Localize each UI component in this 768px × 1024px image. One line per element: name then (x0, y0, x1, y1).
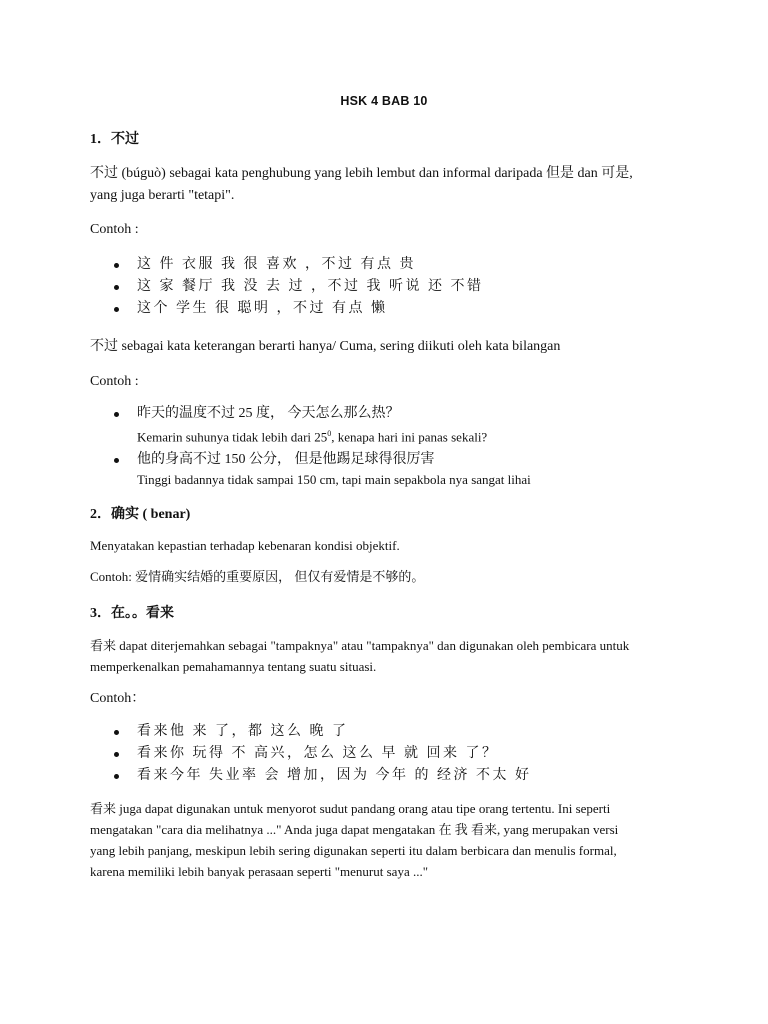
intro-line-2: yang juga berarti "tetapi". (90, 188, 235, 203)
list-item: 看来你 玩得 不 高兴，怎么 这么 早 就 回来 了？ (90, 743, 708, 765)
list-item: 这 件 衣服 我 很 喜欢 ，不过 有点 贵 (90, 254, 708, 276)
degree-superscript: 0 (327, 429, 332, 438)
section-3-paragraph: 看来 juga dapat digunakan untuk menyorot sudut pandang orang atau tipe orang tertentu. Ini seperti mengatakan "cara dia melihatnya ..." Anda juga dapat mengatakan 在 我 看来, yang merupakan versi yang lebih panjang, meskipun lebih sering digunakan seperti itu dalam berbicara dan menulis formal, karena memiliki lebih banyak perasaan seperti "menurut saya ..." (90, 801, 619, 879)
list-item (90, 450, 708, 490)
document-title: HSK 4 BAB 10 (340, 94, 428, 108)
list-item: 这个 学生 很 聪明 ，不过 有点 懒 (90, 298, 708, 320)
contoh-label-1: Contoh : (90, 222, 139, 237)
example-list-2 (90, 404, 708, 490)
section-2-heading: 2．确实 ( benar) (90, 507, 191, 522)
adverb-description: 不过 sebagai kata keterangan berarti hanya/ Cuma, sering diikuti oleh kata bilangan (90, 339, 561, 354)
section-3-description: 看来 dapat diterjemahkan sebagai "tampaknya" atau "tampaknya" dan digunakan oleh pembicara untuk memperkenalkan pemahamannya tentang suatu situasi. (90, 638, 630, 674)
contoh-label-3: Contoh： (90, 691, 146, 706)
section-3-heading: 3．在。。看来 (90, 606, 174, 621)
section-1-intro (90, 163, 688, 207)
example-list-1 (90, 254, 708, 320)
list-item (90, 404, 708, 447)
contoh-label-2: Contoh : (90, 374, 139, 389)
intro-line-1: 不过 (búguò) sebagai kata penghubung yang lebih lembut dan informal daripada 但是 dan 可是, (90, 166, 633, 181)
example-chinese: 他的身高不过 150 公分， 但是他踢足球得很厉害 (137, 452, 435, 468)
section-1-heading: 1．不过 (90, 132, 139, 147)
section-2-example: Contoh: 爱情确实结婚的重要原因， 但仅有爱情是不够的。 (90, 569, 425, 584)
section-2-description: Menyatakan kepastian terhadap kebenaran kondisi objektif. (90, 538, 400, 553)
list-item: 看来今年 失业率 会 增加，因为 今年 的 经济 不太 好 (90, 765, 708, 787)
list-item: 这 家 餐厅 我 没 去 过 ，不过 我 听说 还 不错 (90, 276, 708, 298)
example-translation: Tinggi badannya tidak sampai 150 cm, tapi main sepakbola nya sangat lihai (137, 472, 531, 488)
example-translation: Kemarin suhunya tidak lebih dari $25^0$, kenapa hari ini panas sekali? (137, 429, 488, 445)
list-item: 看来他 来 了，都 这么 晚 了 (90, 721, 708, 743)
example-chinese: 昨天的温度不过 25 度， 今天怎么那么热？ (137, 406, 400, 421)
example-list-3 (90, 721, 708, 787)
